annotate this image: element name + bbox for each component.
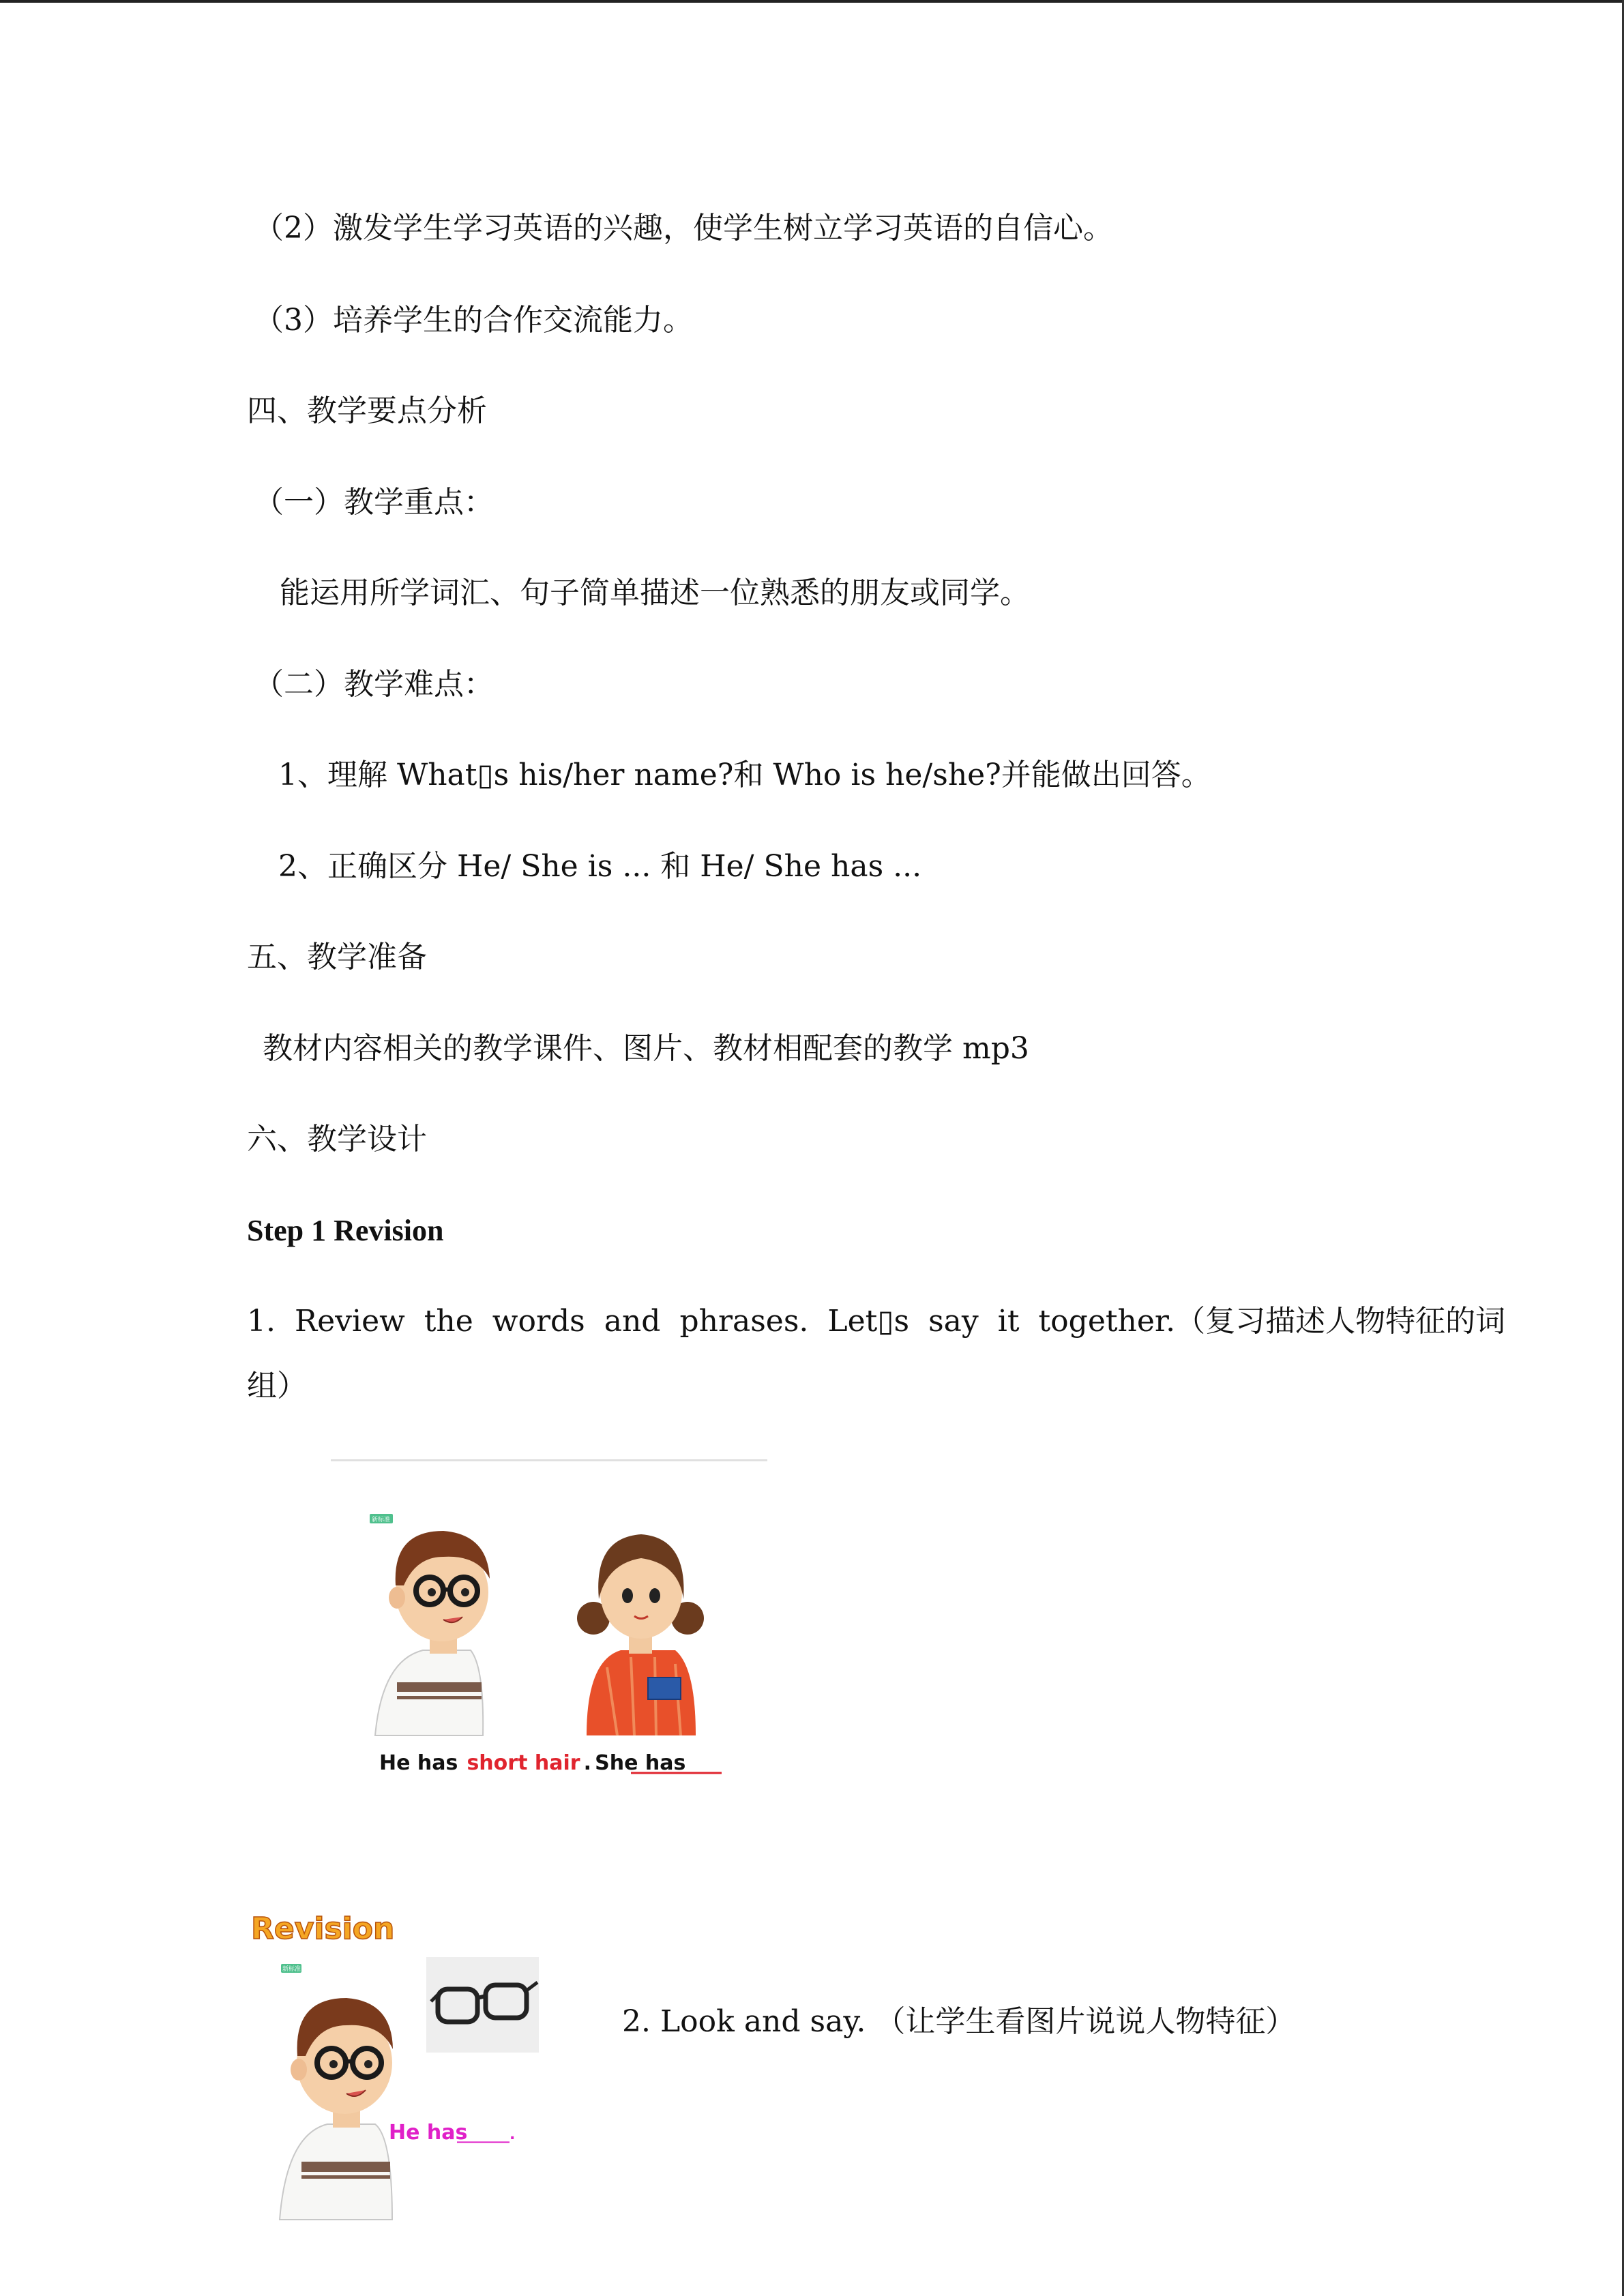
boy-illustration (375, 1531, 490, 1735)
figure1-caption: He has short hair . She has (379, 1751, 686, 1775)
section-heading-4: 四、教学要点分析 (247, 393, 487, 428)
boy-illustration (280, 1998, 393, 2220)
textbook-tag-label: 新标准 (372, 1517, 391, 1523)
step-1-heading: Step 1 Revision (247, 1214, 444, 1247)
difficult-point-1: 1、理解 What▯s his/her name?和 Who is he/she?并能做出回答。 (278, 758, 1211, 792)
review-instruction-line-2: 组） (247, 1369, 307, 1403)
figure-boy-and-girl (361, 1504, 743, 1790)
difficult-points-heading: （二）教学难点： (254, 667, 494, 702)
look-and-say-instruction: 2. Look and say. （让学生看图片说说人物特征） (622, 2004, 1296, 2039)
girl-illustration (577, 1534, 704, 1735)
objective-2: （2）激发学生学习英语的兴趣，使学生树立学习英语的自信心。 (254, 211, 1113, 245)
figure2-caption: He has (389, 2121, 468, 2145)
key-points-body: 能运用所学词汇、句子简单描述一位熟悉的朋友或同学。 (280, 576, 1030, 610)
textbook-tag-label: 新标准 (282, 1966, 301, 1973)
difficult-point-2: 2、正确区分 He/ She is ... 和 He/ She has ... (278, 849, 922, 884)
key-points-heading: （一）教学重点： (254, 485, 494, 520)
figure2-answer-blank: _______. (457, 2126, 516, 2143)
review-instruction-line-1: 1. Review the words and phrases. Let▯s say it together.（复习描述人物特征的词 (247, 1304, 1506, 1339)
page-top-border (0, 0, 1624, 3)
glasses-picture (426, 1957, 539, 2053)
preparation-body: 教材内容相关的教学课件、图片、教材相配套的教学 mp3 (263, 1031, 1029, 1066)
figure-top-divider (331, 1459, 767, 1461)
section-heading-5: 五、教学准备 (247, 940, 427, 974)
figure-revision-glasses (246, 1899, 573, 2226)
objective-3: （3）培养学生的合作交流能力。 (254, 303, 693, 338)
revision-title: Revision (251, 1911, 395, 1946)
section-heading-6: 六、教学设计 (247, 1122, 427, 1157)
